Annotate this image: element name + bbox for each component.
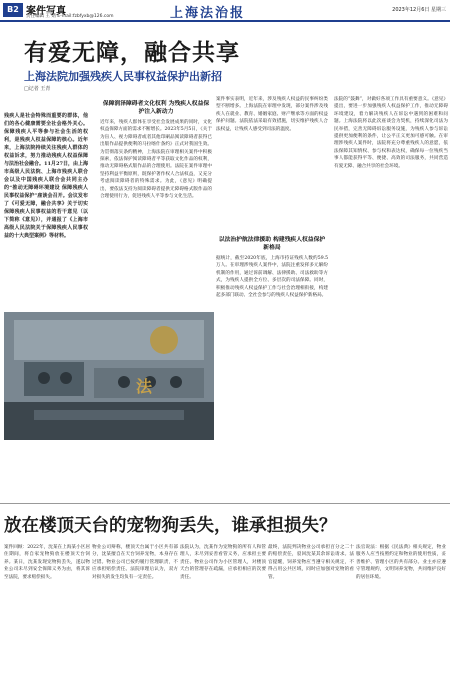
editor-note-text: 残疾人是社会特殊而重要的群体，他们的各心健康需要全社会格外关心。保障残疾人平等参与社会生活的权利，是残疾人权益保障的核心。近年来，上海法院持续关注残疾人群体的权益诉求，努力推动残疾人权益保障与法治社会融合。11月27日，由上海市高级人民法院、上海市残疾人联合会以及中国残疾人联合会共同主办的“推动无障碍环境建设 保障残疾人民事权益保护”座谈会召开。会议发布了《可爱无障，融合共享》关于切实保障残疾人民事权益的若干意见（以下简称《意见》），并通报了《上海市高级人民法院关于保障残疾人民事权益的十大典型案例》等材料。 (4, 113, 88, 239)
story2-column-2 (92, 544, 178, 674)
column-2-body: 案件事实表明，近年来，涉及残疾人权益的民事纠纷类型不断增多。上海法院在审理中发现，部分案件涉及残疾人在就业、教育、婚姻家庭、财产继承等方面的权益保护问题。法院依法采取有效措施，切实维护残疾人合法权益，让残疾人感受到司法的温度。 (216, 97, 328, 132)
story2-column-4-text: 最终，法院判决物业公司承担百分之二十的赔偿责任，驳回沈某其余诉讼请求。法官提醒，饲养宠物应当遵守相关规定，不得占用公共区域，同时应加强对宠物的看管。 (268, 545, 354, 580)
page-number-badge: B2 (3, 3, 23, 17)
article-column-3 (334, 96, 448, 496)
story2-column-1 (4, 544, 90, 674)
story2-column-3-text: 法院认为，沈某作为宠物狗的所有人和管理人，未尽到妥善看管义务，应承担主要责任。物业公司作为小区管理人，对楼顶天台的管理存在疏漏，应承担相应的次要责任。 (180, 545, 266, 580)
story2-column-5 (356, 544, 446, 674)
column-2-body-cont: 据统计，截至2020年底，上海市持证残疾人数约59.5万人。在审理涉残疾人案件中，法院注重发挥多元解纷机制的作用，通过诉前调解、法律援助、司法救助等方式，为残疾人提供全方位、多层次的司法保障。同时，积极推动残疾人权益保护工作与社会治理相衔接，构建起多部门联动、全社会参与的残疾人权益保护新格局。 (216, 256, 328, 299)
article-column-2 (216, 96, 328, 495)
column-1-subheading: 保障润泽障碍者文化权利 为残疾人权益保护注入新动力 (102, 101, 210, 115)
story-divider (0, 503, 450, 504)
court-photo (4, 312, 214, 440)
editor-note (4, 112, 88, 292)
column-3-body: 法院的“鼓舞”，对做好各项工作具有重要意义。《意见》提出，要进一步加强残疾人权益保护工作，推动无障碍环境建设，着力解决残疾人在诉讼中遇到的困难和问题。上海法院将以此次座谈会为契机，持续深化司法为民举措，完善无障碍诉讼服务设施，为残疾人参与诉讼提供更加便利的条件，让公平正义更加可感可触。在审理涉残疾人案件时，法院将充分尊重残疾人的意愿，依法保障其知情权、参与权和表达权，确保每一位残疾当事人都能获得平等、便捷、高效的司法服务，共同营造有爱无障、融合共享的社会环境。 (334, 97, 448, 169)
issue-date: 2023年12月6日 星期三 (392, 7, 446, 13)
story2-column-4 (268, 544, 354, 674)
column-1-body: 近年来，残疾人群体在享受社会发展成果的同时，文化权益保障方面的需求不断增长。2023年5月5日，《关于为盲人、视力障碍者或者其他印刷品阅读障碍者获得已出版作品提供便利的马拉喀什条约》正式对我国生效。为贯彻落实条约精神，上海法院在审理相关案件中积极探索，依法保护阅读障碍者平等获取文化作品的权利，推动无障碍格式版作品的合理使用。法院在案件审理中坚持利益平衡原则，既保护著作权人合法权益，又充分考虑阅读障碍者的特殊需求。为此，《意见》明确提出，要依法支持为阅读障碍者提供无障碍格式版作品的合理使用行为，促进残疾人平等参与文化生活。 (100, 120, 212, 200)
photo-court-emblem-text: 法 (136, 377, 155, 396)
story2-column-2-text: 物业公司辩称，楼顶天台属于小区共有部分，沈某擅自在天台饲养宠物，本身存在过错。物业公司已按约履行管理职责，不应承担赔偿责任。法院审理后认为，双方对损失的发生均负有一定责任。 (92, 545, 178, 580)
headline-main: 有爱无障，融合共享 (24, 40, 240, 66)
court-photo-icon (4, 312, 214, 440)
story2-column-5-text: 法官说法：根据《民法典》相关规定，物业服务人应当按照约定和物业的使用性质，妥善维护、管理小区的共有部分。业主亦应遵守管理规约，文明饲养宠物，共同维护良好的居住环境。 (356, 545, 446, 580)
story2-column-1-text: 案件回顾：2022年，沈某在上海某小区居住期间，将自家宠物狗放在楼顶天台饲养。某日，沈某发现宠物狗丢失，遂以物业公司未尽到安全保障义务为由，将其诉至法院，要求赔偿损失。 (4, 545, 90, 580)
section-title: 案件写真 (26, 6, 66, 17)
editor-meta: 责任编辑 王 婧 E-mail:fzbfyxb@126.com (26, 14, 114, 19)
article-column-1 (100, 96, 212, 317)
headline-subtitle: 上海法院加强残疾人民事权益保护出新招 (24, 70, 222, 83)
column-2-subheading: 以法治护航法律援助 构建残疾人权益保护新格局 (218, 237, 326, 251)
byline: □记者 王青 (24, 86, 51, 92)
newspaper-name: 上海法治报 (170, 6, 246, 21)
masthead (0, 0, 450, 22)
headline-second-story: 放在楼顶天台的宠物狗丢失，谁承担损失？ (4, 516, 337, 536)
story2-column-3 (180, 544, 266, 674)
